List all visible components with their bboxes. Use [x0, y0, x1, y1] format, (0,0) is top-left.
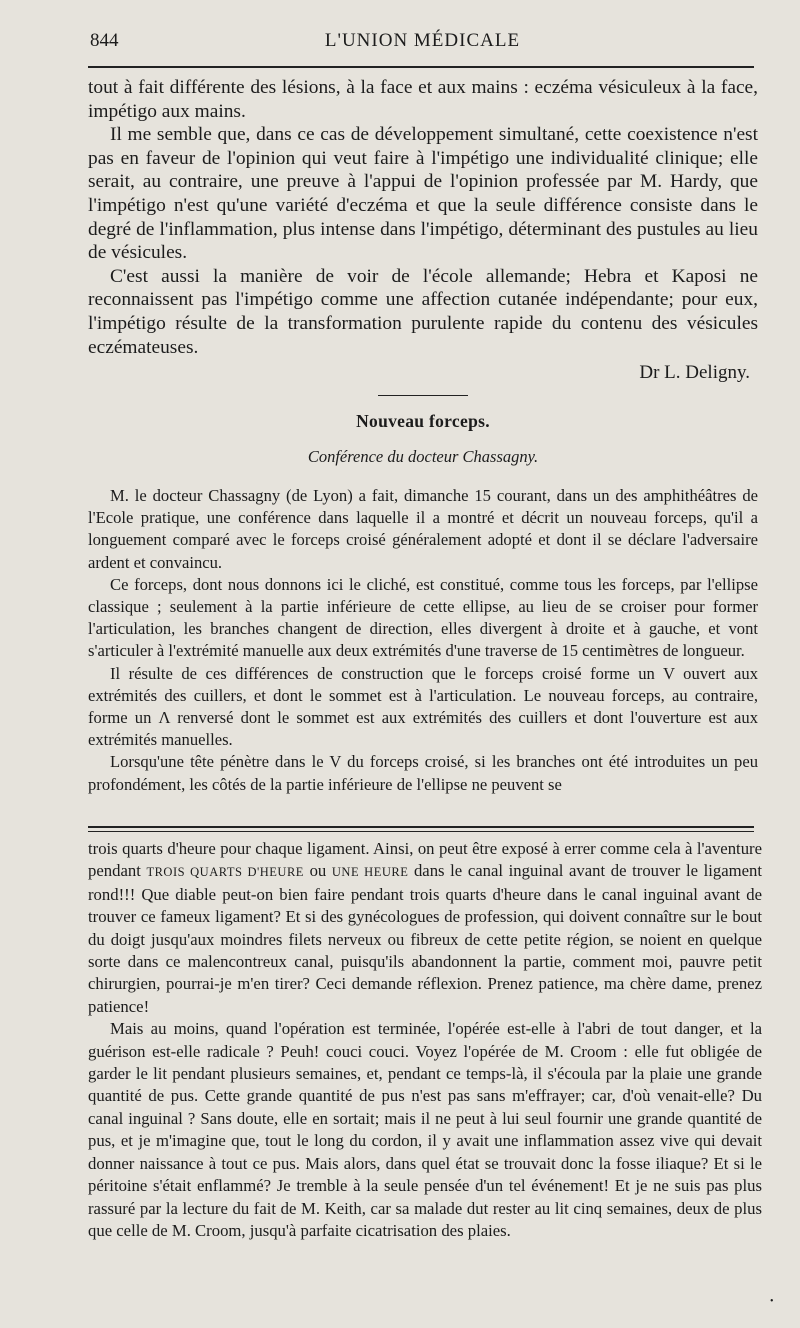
article-subtitle: Conférence du docteur Chassagny.: [307, 447, 539, 467]
article-paragraph-1: M. le docteur Chassagny (de Lyon) a fait, dimanche 15 courant, dans un des amphithéâtres de l'Ecole pratique, une conférence dans laquelle il a montré et décrit un nouveau forceps, qu'il a longuement comparé avec le forceps croisé généralement adopté et dont il se déclare l'adversaire ardent et convaincu.: [88, 485, 758, 572]
feuilleton-rule-thick: [88, 826, 754, 828]
feuilleton-rule-thin: [88, 831, 754, 832]
page-number: 844: [90, 30, 119, 51]
feuilleton-paragraph-2: Mais au moins, quand l'opération est terminée, l'opérée est-elle à l'abri de tout danger, et la guérison est-elle radicale ? Peuh! couci couci. Voyez l'opérée de M. Croom : elle fut obligée de garder le lit pendant plusieurs semaines, et, pendant ce temps-là, il s'écoula par la plaie une grande quantité de pus. Cette grande quantité de pus n'est pas sans m'effrayer; car, d'où venait-elle? Du canal inguinal ? Sans doute, elle en sortait; mais il ne peut à lui seul fournir une grande quantité de pus, et je m'imagine que, tout le long du cordon, il y avait une inflammation assez vive qui devait donner naissance à tout ce pus. Mais alors, dans quel état se trouvait donc la fosse iliaque? Et si le péritoine s'était enflammé? Je tremble à la seule pensée d'un tel événement! Et je ne suis pas plus rassuré par la lecture du fait de M. Keith, car sa malade dut rester au lit cinq semaines, deux de plus que celle de M. Croom, jusqu'à parfaite cicatrisation des plaies.: [88, 1019, 762, 1240]
article-body: [88, 485, 758, 796]
feuilleton-text: trois quarts d'heure pour chaque ligament. Ainsi, on peut être exposé à errer comme cela à l'aventure pendant: [88, 839, 762, 881]
top-paragraph-2: Il me semble que, dans ce cas de développement simultané, cette coexistence n'est pas en faveur de l'opinion qui veut faire à l'impétigo une individualité clinique; elle serait, au contraire, une preuve à l'appui de l'opinion professée par M. Hardy, que l'impétigo n'est qu'une variété d'eczéma et que la seule différence consiste dans le degré de l'inflammation, plus intense dans l'impétigo, déterminant des pustules au lieu de vésicules.: [88, 124, 758, 264]
author-signature: Dr L. Deligny.: [639, 362, 750, 384]
top-paragraph-3: C'est aussi la manière de voir de l'école allemande; Hebra et Kaposi ne reconnaissent pas l'impétigo comme une affection cutanée indépendante; pour eux, l'impétigo résulte de la transformation purulente rapide du contenu des vésicules eczémateuses.: [88, 265, 758, 358]
top-column: [88, 76, 758, 796]
article-paragraph-2: Ce forceps, dont nous donnons ici le cliché, est constitué, comme tous les forceps, par l'ellipse classique ; seulement à la partie inférieure de cette ellipse, au lieu de se croiser pour former l'articulation, les branches changent de direction, elles divergent à droite et à gauche, et vont s'articuler à l'extrémité manuelle aux deux extrémités d'une traverse de 15 centimètres de longueur.: [88, 574, 758, 661]
small-caps-text: UNE HEURE: [331, 865, 409, 880]
small-caps-text: TROIS QUARTS D'HEURE: [146, 865, 304, 880]
feuilleton-column: [88, 838, 762, 1242]
article-paragraph-4: Lorsqu'une tête pénètre dans le V du forceps croisé, si les branches ont été introduites un peu profondément, les côtés de la partie inférieure de l'ellipse ne peuvent se: [88, 752, 758, 794]
running-title: L'UNION MÉDICALE: [324, 30, 521, 51]
page-header: [90, 30, 755, 58]
header-rule: [88, 66, 754, 68]
feuilleton-text: ou: [303, 861, 332, 881]
feuilleton-text: dans le canal inguinal avant de trouver le ligament rond!!! Que diable peut-on bien faire pendant trois quarts d'heure dans le canal inguinal avant de trouver ce fameux ligament? Et si des gynécologues de profession, qui doivent connaître sur le bout du doigt jusqu'aux moindres filets nerveux ou fibreux de cette petite région, se noient en quelque sorte dans ce malencontreux canal, puisqu'ils abandonnent la partie, comment moi, pauvre petit chirurgien, pourrai-je m'en tirer? Ceci demande réflexion. Prenez patience, ma chère dame, prenez patience!: [88, 861, 763, 1016]
top-paragraph-1: tout à fait différente des lésions, à la face et aux mains : eczéma vésiculeux à la face, impétigo aux mains.: [88, 77, 758, 122]
article-title: Nouveau forceps.: [356, 410, 490, 431]
section-separator: [378, 395, 468, 396]
article-paragraph-3: Il résulte de ces différences de construction que le forceps croisé forme un V ouvert aux extrémités des cuillers, et dont le sommet est à l'articulation. Le nouveau forceps, au contraire, forme un Λ renversé dont le sommet est aux extrémités des cuillers et dont l'ouverture est aux extrémités manuelles.: [88, 663, 758, 750]
feuilleton-paragraph-1: [88, 838, 762, 1018]
print-speck: •: [770, 1296, 774, 1307]
